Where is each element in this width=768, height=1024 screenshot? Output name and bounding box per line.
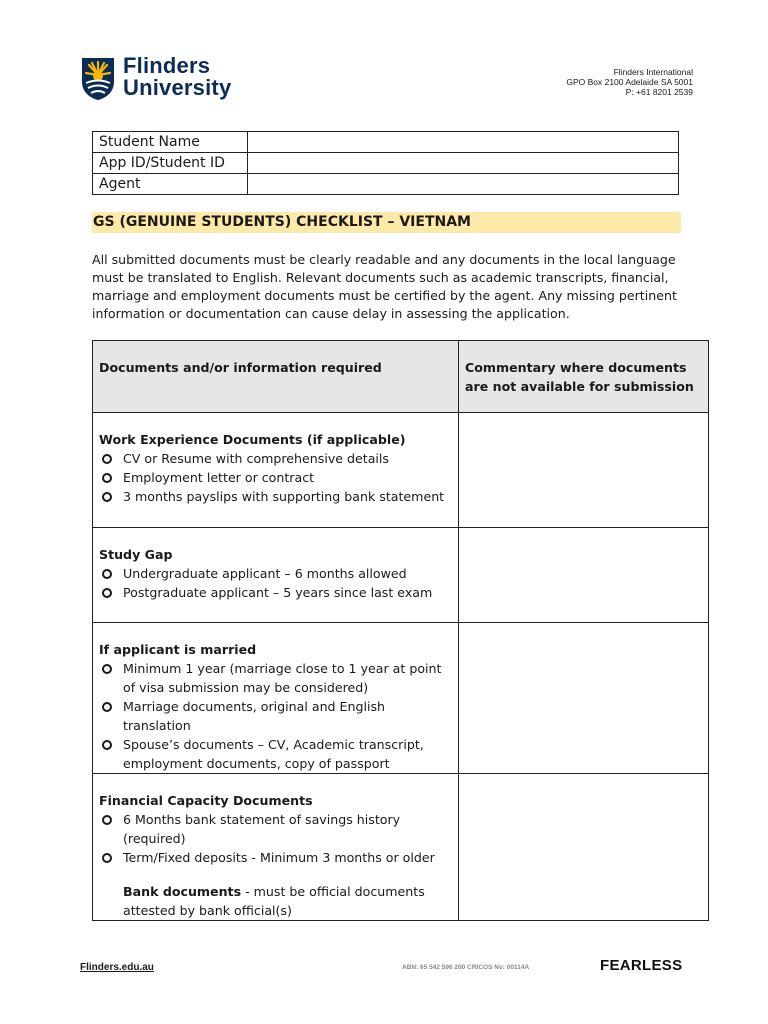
university-wordmark [123, 55, 231, 99]
married-row [93, 623, 709, 774]
app-id-field[interactable] [248, 153, 679, 174]
list-item: 3 months payslips with supporting bank statement [99, 487, 452, 506]
student-name-row [93, 132, 679, 153]
abn-cricos-text: ABN: 65 542 596 200 CRICOS No: 00114A [402, 964, 530, 971]
flinders-logo [80, 55, 240, 105]
list-item: Employment letter or contract [99, 468, 452, 487]
intro-text: All submitted documents must be clearly readable and any documents in the local language must be translated to English. Relevant documents such as academic transcripts, financial, marriage and employment documents must be certified by the agent. Any missing pertinent information or documentation can cause delay in assessing the application. [92, 252, 677, 321]
study-gap-cell [93, 528, 459, 623]
list-item: Marriage documents, original and English translation [99, 697, 452, 735]
commentary-header-text: Commentary where documents are not available for submission [465, 360, 694, 394]
documents-column-header [93, 341, 459, 413]
study-gap-commentary-cell[interactable] [459, 528, 709, 623]
sun-emblem-icon [80, 56, 116, 100]
checklist-header-row [93, 341, 709, 413]
married-cell [93, 623, 459, 774]
agent-row [93, 174, 679, 195]
bank-note-text: - must be official documents attested by bank official(s) [123, 884, 425, 918]
married-commentary-cell[interactable] [459, 623, 709, 774]
financial-list [99, 810, 452, 867]
student-name-field[interactable] [248, 132, 679, 153]
documents-header-text: Documents and/or information required [99, 360, 382, 375]
fearless-tagline: FEARLESS [600, 957, 683, 974]
contact-phone: P: +61 8201 2539 [625, 87, 693, 97]
student-name-label: Student Name [93, 132, 248, 153]
contact-org: Flinders International [613, 67, 693, 77]
married-title: If applicant is married [99, 642, 257, 657]
website-link[interactable]: Flinders.edu.au [80, 962, 154, 973]
agent-label: Agent [93, 174, 248, 195]
student-details-table [92, 131, 679, 195]
financial-cell [93, 774, 459, 921]
list-item: Minimum 1 year (marriage close to 1 year at point of visa submission may be considered) [99, 659, 452, 697]
documents-checklist-table [92, 340, 709, 921]
bank-note-bold: Bank documents [123, 884, 242, 899]
financial-title: Financial Capacity Documents [99, 793, 313, 808]
contact-block [566, 67, 693, 97]
intro-paragraph [92, 251, 682, 323]
wordmark-line-1: Flinders [123, 53, 211, 78]
list-item: Postgraduate applicant – 5 years since last exam [99, 583, 452, 602]
list-item: Term/Fixed deposits - Minimum 3 months or older [99, 848, 452, 867]
financial-commentary-cell[interactable] [459, 774, 709, 921]
bank-documents-note [99, 882, 452, 920]
study-gap-title: Study Gap [99, 547, 173, 562]
checklist-title-banner: GS (GENUINE STUDENTS) CHECKLIST – VIETNAM [92, 212, 681, 233]
work-experience-commentary-cell[interactable] [459, 413, 709, 528]
list-item: Spouse’s documents – CV, Academic transcript, employment documents, copy of passport [99, 735, 452, 773]
work-experience-row [93, 413, 709, 528]
contact-address: GPO Box 2100 Adelaide SA 5001 [566, 77, 693, 87]
study-gap-list [99, 564, 452, 602]
app-id-label: App ID/Student ID [93, 153, 248, 174]
agent-field[interactable] [248, 174, 679, 195]
work-experience-list [99, 449, 452, 506]
app-id-row [93, 153, 679, 174]
work-experience-cell [93, 413, 459, 528]
list-item: CV or Resume with comprehensive details [99, 449, 452, 468]
wordmark-line-2: University [123, 75, 232, 100]
study-gap-row [93, 528, 709, 623]
financial-row [93, 774, 709, 921]
list-item: Undergraduate applicant – 6 months allowed [99, 564, 452, 583]
list-item: 6 Months bank statement of savings history (required) [99, 810, 452, 848]
work-experience-title: Work Experience Documents (if applicable) [99, 432, 406, 447]
married-list [99, 659, 452, 773]
commentary-column-header [459, 341, 709, 413]
